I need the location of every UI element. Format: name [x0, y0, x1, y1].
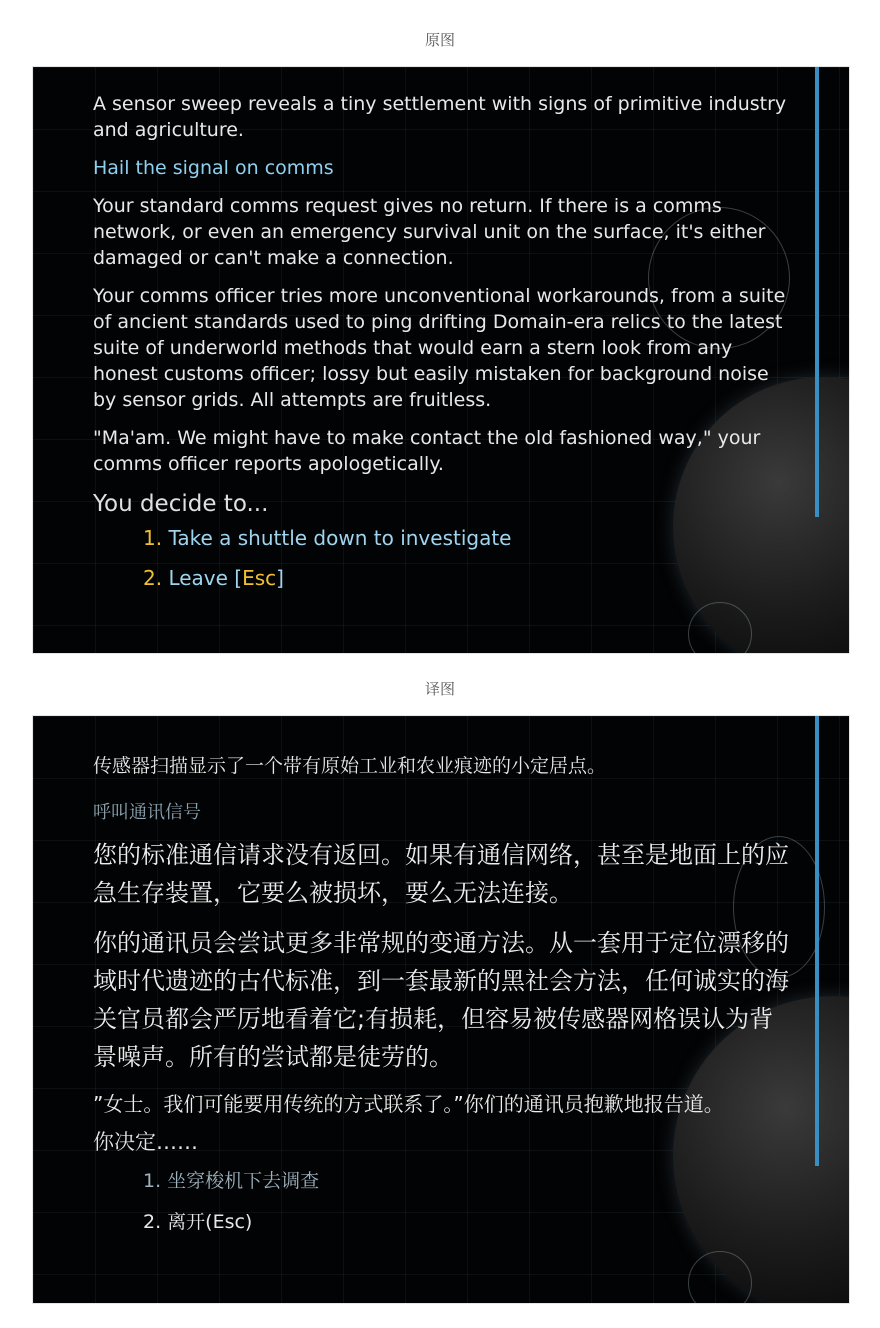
option-leave[interactable]	[143, 565, 789, 591]
caption-original: 原图	[424, 31, 455, 49]
option-number: 1.	[143, 526, 163, 550]
option-label: Take a shuttle down to investigate	[168, 526, 512, 550]
story-paragraph: ”女士。我们可能要用传统的方式联系了。”你们的通讯员抱歉地报告道。	[93, 1092, 724, 1116]
option-leave[interactable]: 2. 离开(Esc)	[143, 1211, 253, 1233]
option-suffix: ]	[276, 566, 284, 590]
decide-prompt: You decide to...	[93, 491, 269, 517]
translated-dialog-panel	[32, 715, 850, 1304]
story-paragraph: Your standard comms request gives no return. If there is a comms network, or even an emergency survival unit on the surface, it's either damaged or can't make a connection.	[93, 195, 766, 269]
hail-heading: 呼叫通讯信号	[93, 802, 201, 823]
decide-prompt: 你决定……	[93, 1130, 198, 1154]
hotkey-esc: Esc	[242, 566, 277, 590]
caption-translated: 译图	[424, 680, 455, 698]
intro-text: 传感器扫描显示了一个带有原始工业和农业痕迹的小定居点。	[93, 755, 607, 777]
story-paragraph: "Ma'am. We might have to make contact the old fashioned way," your comms officer reports apologetically.	[93, 427, 761, 475]
story-paragraph: 您的标准通信请求没有返回。如果有通信网络，甚至是地面上的应急生存装置，它要么被损坏，要么无法连接。	[93, 841, 789, 907]
hail-heading: Hail the signal on comms	[93, 157, 334, 179]
option-investigate[interactable]: 1. 坐穿梭机下去调查	[143, 1170, 320, 1192]
story-paragraph: Your comms officer tries more unconventional workarounds, from a suite of ancient standards used to ping drifting Domain-era relics to the latest suite of underworld methods that would earn a stern look from any honest customs officer; lossy but easily mistaken for background noise by sensor grids. All attempts are fruitless.	[93, 285, 786, 411]
scroll-indicator-bar[interactable]	[815, 67, 819, 517]
original-dialog-panel	[32, 66, 850, 654]
story-paragraph: 你的通讯员会尝试更多非常规的变通方法。从一套用于定位漂移的域时代遗迹的古代标准，到一套最新的黑社会方法，任何诚实的海关官员都会严厉地看着它;有损耗，但容易被传感器网格误认为背景噪声。所有的尝试都是徒劳的。	[93, 929, 789, 1071]
scroll-indicator-bar[interactable]	[815, 716, 819, 1166]
option-investigate[interactable]	[143, 525, 789, 551]
option-number: 2.	[143, 566, 163, 590]
intro-text: A sensor sweep reveals a tiny settlement with signs of primitive industry and agriculture.	[93, 93, 787, 141]
option-label: Leave [	[168, 566, 243, 590]
